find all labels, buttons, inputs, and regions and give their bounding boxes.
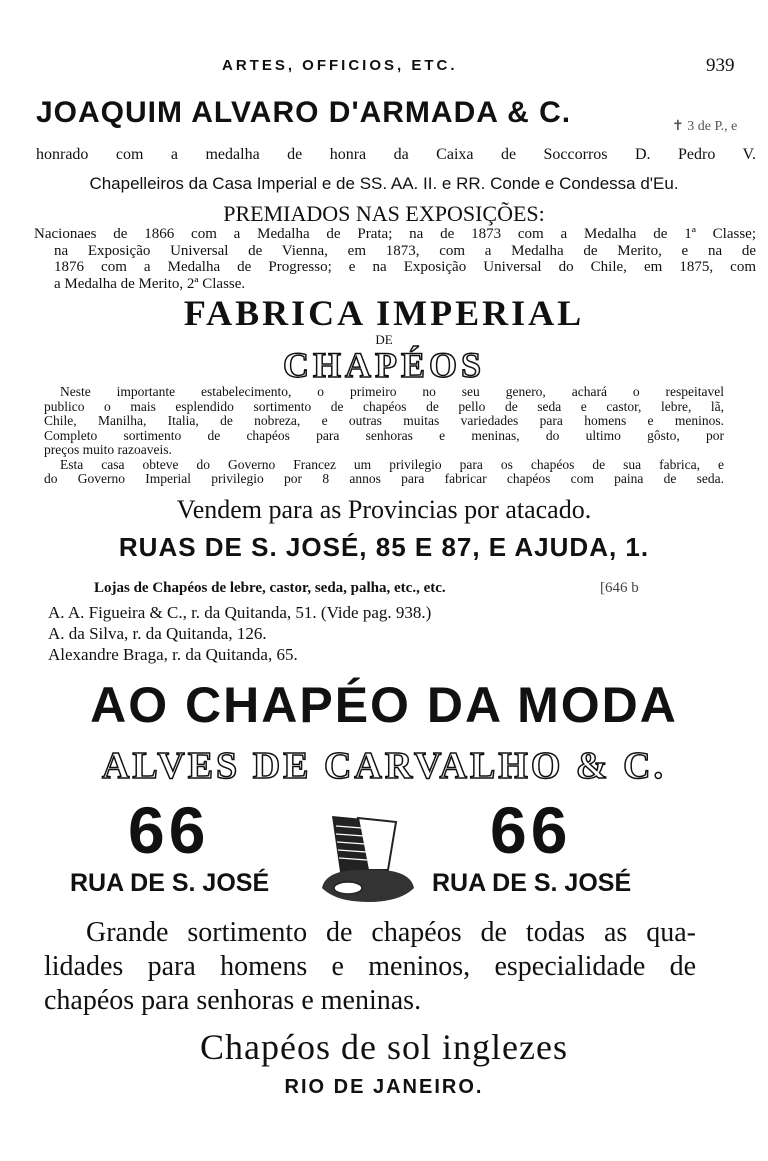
assortment-text: [44, 916, 696, 1018]
listing-ref: [646 b: [600, 580, 639, 596]
wholesale-line: [0, 494, 768, 530]
street-left-text: RUA DE S. JOSÉ: [70, 869, 270, 897]
description-line: Esta casa obteve do Governo Francez um privilegio para os chapéos de sua fabrica, e: [60, 456, 724, 472]
imperial-hatters-text: Chapelleiros da Casa Imperial e de SS. AA. II. e RR. Conde e Condessa d'Eu.: [89, 174, 679, 193]
listing-heading: Lojas de Chapéos de lebre, castor, seda, palha, etc., etc.: [94, 580, 446, 596]
description-line: preços muito razoaveis.: [44, 442, 172, 457]
address-line: [0, 530, 768, 569]
firm-name-text: JOAQUIM ALVARO D'ARMADA & C.: [36, 96, 572, 129]
description-line: Completo sortimento de chapéos para senhoras e meninas, do ultimo gôsto, por: [44, 427, 724, 443]
awards-heading: PREMIADOS NAS EXPOSIÇÕES:: [223, 201, 545, 226]
honour-line: honrado com a medalha de honra da Caixa de Soccorros D. Pedro V.: [36, 146, 756, 163]
listing-entry: A. da Silva, r. da Quitanda, 126.: [48, 624, 267, 643]
assortment-line: lidades para homens e meninos, especialidade de: [44, 951, 696, 982]
street-right-text: RUA DE S. JOSÉ: [432, 869, 632, 897]
de-label: DE: [375, 332, 393, 347]
imperial-hatters-line: [0, 170, 768, 199]
awards-line: 1876 com a Medalha de Progresso; e na Exposição Universal do Chile, em 1875, com: [54, 259, 756, 275]
awards-line: a Medalha de Merito, 2ª Classe.: [54, 275, 246, 292]
awards-line: Nacionaes de 1866 com a Medalha de Prata; na de 1873 com a Medalha de 1ª Classe;: [34, 226, 756, 242]
listing-entry: Alexandre Braga, r. da Quitanda, 65.: [48, 645, 298, 664]
awards-line: na Exposição Universal de Vienna, em 1873, com a Medalha de Merito, e na de: [54, 242, 756, 259]
running-title: ARTES, OFFICIOS, ETC.: [222, 57, 458, 74]
firm-suffix: ✝ 3 de P., e: [672, 119, 738, 134]
ao-chapeo-da-moda: [0, 674, 768, 749]
listing-entry: A. A. Figueira & C., r. da Quitanda, 51. (Vide pag. 938.): [48, 603, 432, 622]
number-left: 66: [128, 793, 210, 867]
fabrica-imperial: FABRICA IMPERIAL: [183, 293, 585, 333]
description-line: do Governo Imperial privilegio por 8 annos para fabricar chapéos com paina de seda.: [44, 471, 724, 486]
page-number: 939: [706, 55, 735, 76]
description-line: Neste importante estabelecimento, o primeiro no seu genero, achará o respeitavel: [60, 384, 724, 399]
address-text: RUAS DE S. JOSÉ, 85 E 87, E AJUDA, 1.: [118, 532, 650, 562]
street-right: [432, 868, 631, 902]
description-line: Chile, Manilha, Italia, de nobreza, e outras muitas variedades para homens e meninos.: [44, 413, 724, 428]
alves-de-carvalho: [0, 744, 768, 796]
number-right: 66: [490, 793, 572, 867]
firm-ornamental-text: ALVES DE CARVALHO & C.: [101, 745, 667, 787]
chapeos-ornamental: CHAPÉOS: [282, 345, 486, 385]
shop-name-text: AO CHAPÉO DA MODA: [90, 677, 678, 733]
city-line: [0, 1074, 768, 1102]
fabrica-description: [44, 385, 724, 487]
assortment-line: Grande sortimento de chapéos de todas as qua-: [86, 917, 696, 948]
assortment-line: chapéos para senhoras e meninas.: [44, 985, 422, 1016]
description-line: publico o mais esplendido sortimento de chapéos de pello de seda e castor, lebre, lã,: [44, 398, 724, 414]
wholesale-text: Vendem para as Provincias por atacado.: [176, 495, 592, 524]
top-hat-illustration-icon: [318, 812, 418, 907]
city-text: RIO DE JANEIRO.: [284, 1076, 484, 1098]
firm-name-joaquim: [36, 88, 571, 143]
umbrellas-line: Chapéos de sol inglezes: [200, 1027, 568, 1067]
awards-text: [34, 226, 756, 292]
street-left: [70, 868, 269, 902]
